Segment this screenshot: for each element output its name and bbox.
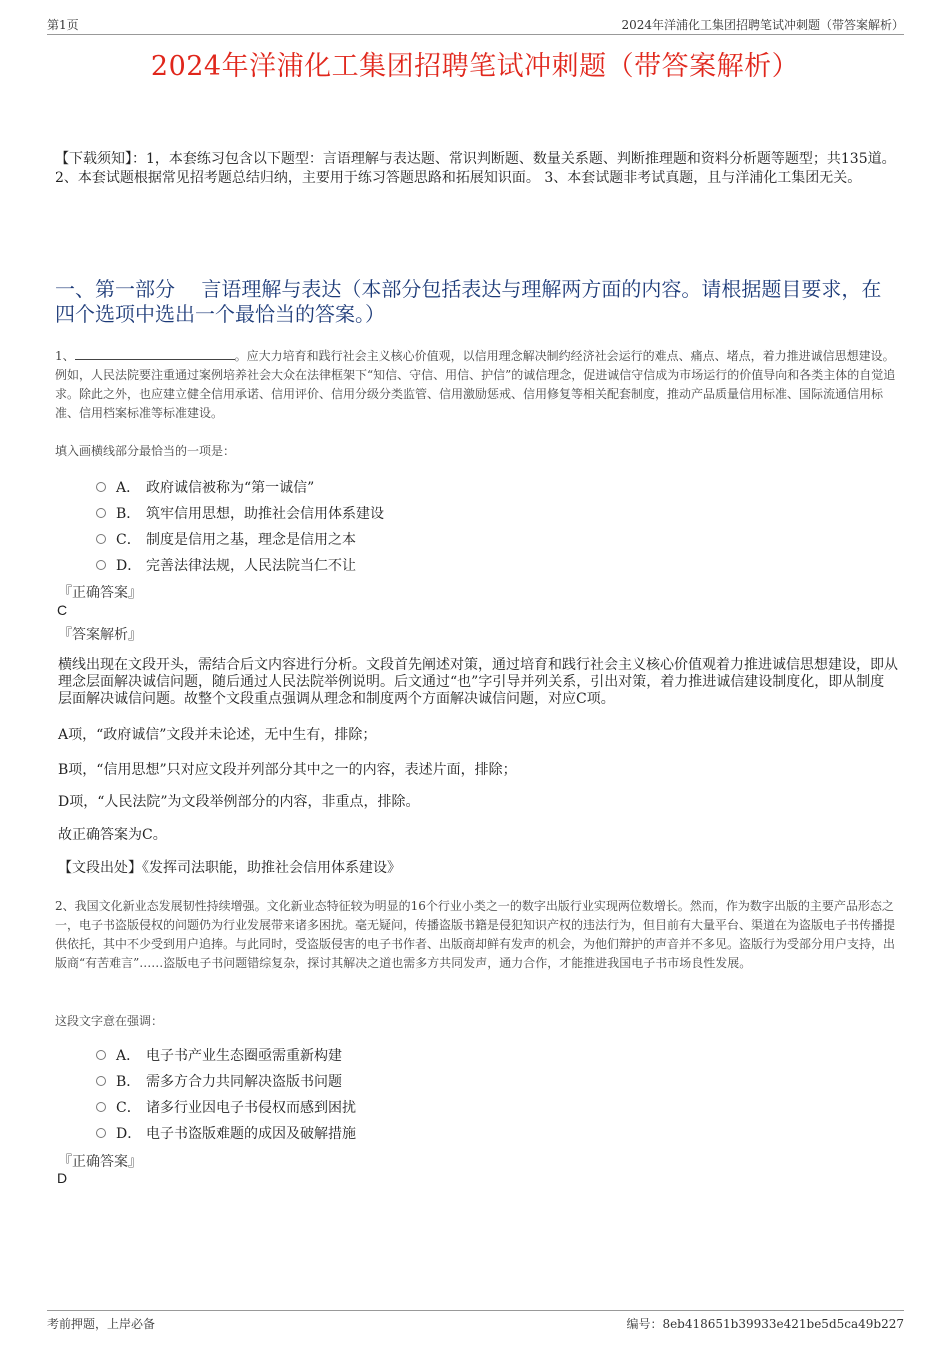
footer-serial: 编号：8eb418651b39933e421be5d5ca49b227 (626, 1317, 904, 1331)
radio-icon[interactable] (96, 1128, 106, 1138)
option-2c[interactable]: C． 诸多行业因电子书侵权而感到困扰 (96, 1097, 356, 1117)
correct-answer-label-2: 『正确答案』 (58, 1154, 142, 1170)
option-1d[interactable]: D． 完善法律法规，人民法院当仁不让 (96, 555, 356, 575)
question-1-number: 1、 (55, 349, 75, 363)
analysis-option-d: D项，“人民法院”为文段举例部分的内容，非重点，排除。 (58, 794, 420, 810)
radio-icon[interactable] (96, 508, 106, 518)
section-title: 一、第一部分 言语理解与表达（本部分包括表达与理解两方面的内容。请根据题目要求，在四个选项中选出一个最恰当的答案。） (55, 277, 882, 326)
document-title: 2024年洋浦化工集团招聘笔试冲刺题（带答案解析） (150, 51, 800, 82)
answer-analysis-label: 『答案解析』 (58, 627, 142, 643)
header-doc-title: 2024年洋浦化工集团招聘笔试冲刺题（带答案解析） (621, 18, 904, 32)
radio-icon[interactable] (96, 534, 106, 544)
radio-icon[interactable] (96, 560, 106, 570)
correct-answer-value-2: D (57, 1170, 68, 1186)
page-number: 第1页 (47, 18, 79, 32)
page-footer (47, 1310, 904, 1331)
option-2b[interactable]: B． 需多方合力共同解决盗版书问题 (96, 1071, 342, 1091)
correct-answer-value: C (57, 602, 68, 618)
footer-slogan: 考前押题，上岸必备 (47, 1317, 156, 1331)
option-1c[interactable]: C． 制度是信用之基，理念是信用之本 (96, 529, 356, 549)
download-notice: 【下载须知】：1，本套练习包含以下题型：言语理解与表达题、常识判断题、数量关系题、判断推理题和资料分析题等题型；共135道。 2、本套试题根据常见招考题总结归纳，主要用于练习答题思路和拓展知识面。 3、本套试题非考试真题，且与洋浦化工集团无关。 (55, 151, 896, 186)
question-1-body: 。应大力培育和践行社会主义核心价值观，以信用理念解决制约经济社会运行的难点、痛点、堵点，着力推进诚信思想建设。例如，人民法院要注重通过案例培养社会大众在法律框架下“知信、守信、用信、护信”的诚信理念，促进诚信守信成为市场运行的价值导向和各类主体的自觉追求。除此之外，也应建立健全信用承诺、信用评价、信用分级分类监管、信用激励惩戒、信用修复等相关配套制度，推动产品质量信用标准、国际流通信用标准、信用档案标准等标准建设。 (55, 349, 896, 420)
option-2a[interactable]: A． 电子书产业生态圈亟需重新构建 (96, 1045, 342, 1065)
radio-icon[interactable] (96, 1050, 106, 1060)
analysis-source: 【文段出处】《发挥司法职能，助推社会信用体系建设》 (58, 860, 401, 876)
radio-icon[interactable] (96, 1102, 106, 1112)
option-1a[interactable]: A． 政府诚信被称为“第一诚信” (96, 477, 314, 497)
fill-blank-line (75, 349, 235, 360)
radio-icon[interactable] (96, 1076, 106, 1086)
radio-icon[interactable] (96, 482, 106, 492)
page-header (47, 14, 904, 35)
analysis-option-a: A项，“政府诚信”文段并未论述，无中生有，排除； (58, 727, 377, 743)
question-2-text: 2、我国文化新业态发展韧性持续增强。文化新业态特征较为明显的16个行业小类之一的数字出版行业实现两位数增长。然而，作为数字出版的主要产品形态之一，电子书盗版侵权的问题仍为行业发展带来诸多困扰。毫无疑问，传播盗版书籍是侵犯知识产权的违法行为，但目前有大量平台、渠道在为盗版电子书传播提供依托，其中不少受到用户追捧。与此同时，受盗版侵害的电子书作者、出版商却鲜有发声的机会，为他们辩护的声音并不多见。盗版行为受部分用户支持，出版商“有苦难言”……盗版电子书问题错综复杂，探讨其解决之道也需多方共同发声，通力合作，才能推进我国电子书市场良性发展。 (55, 899, 896, 970)
question-1-text (55, 347, 900, 423)
question-2-prompt: 这段文字意在强调： (55, 1014, 164, 1028)
correct-answer-label: 『正确答案』 (58, 585, 142, 601)
analysis-paragraph: 横线出现在文段开头，需结合后文内容进行分析。文段首先阐述对策，通过培育和践行社会主义核心价值观着力推进诚信思想建设，即从理念层面解决诚信问题，随后通过人民法院举例说明。后文通过“也”字引导并列关系，引出对策，着力推进诚信建设制度化，即从制度层面解决诚信问题。故整个文段重点强调从理念和制度两个方面解决诚信问题，对应C项。 (58, 657, 898, 707)
option-1b[interactable]: B． 筑牢信用思想，助推社会信用体系建设 (96, 503, 384, 523)
analysis-conclusion: 故正确答案为C。 (58, 827, 167, 843)
analysis-option-b: B项，“信用思想”只对应文段并列部分其中之一的内容，表述片面，排除； (58, 762, 517, 778)
question-1-prompt: 填入画横线部分最恰当的一项是： (55, 444, 236, 458)
option-2d[interactable]: D． 电子书盗版难题的成因及破解措施 (96, 1123, 356, 1143)
